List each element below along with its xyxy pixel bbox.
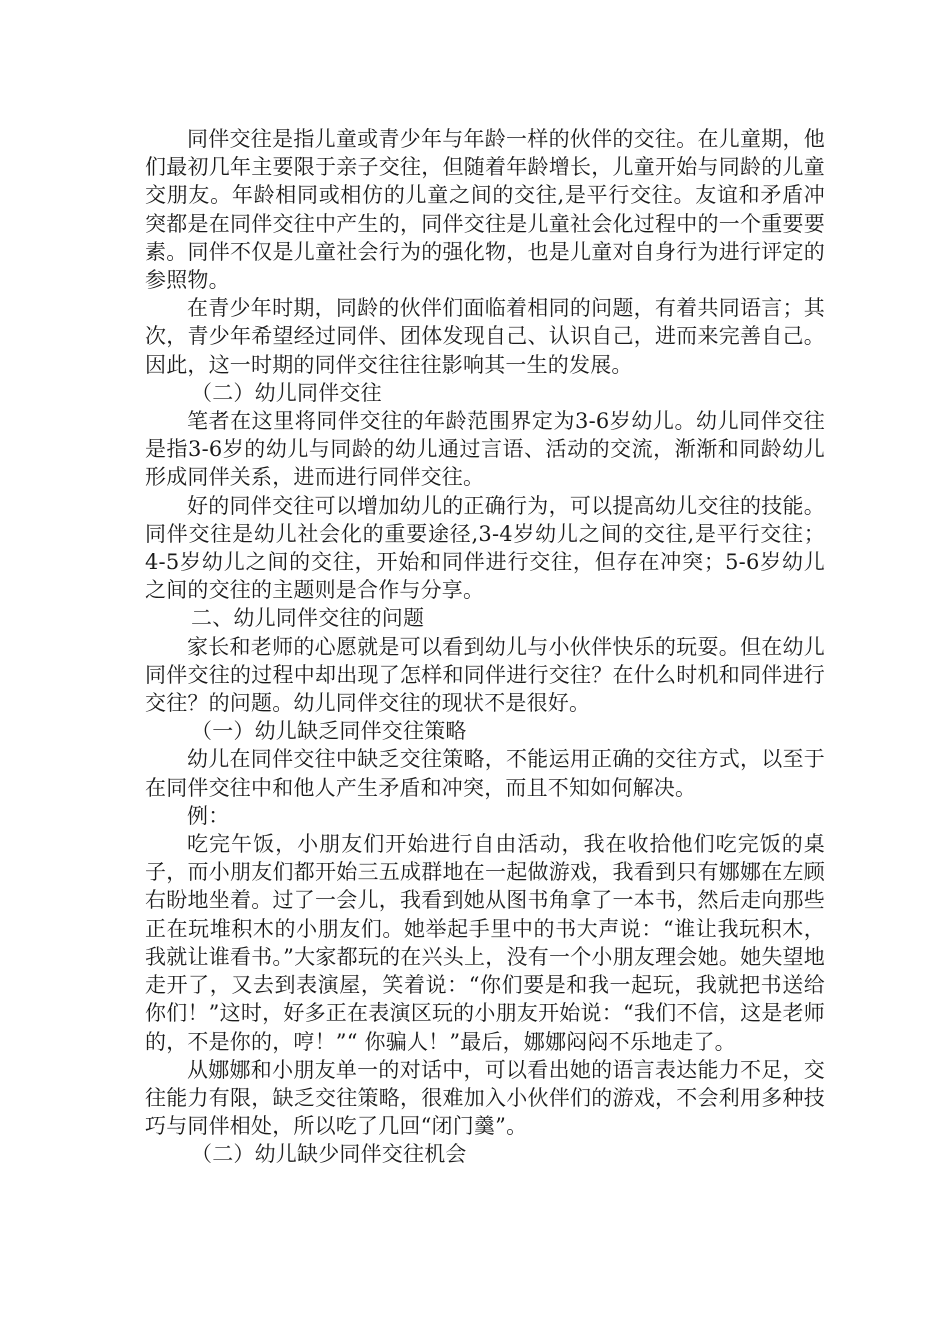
heading-lack-strategy: （一）幼儿缺乏同伴交往策略 (191, 719, 467, 744)
paragraph-example-label: 例： (187, 803, 230, 828)
paragraph-analysis: 从娜娜和小朋友单一的对话中，可以看出她的语言表达能力不足，交往能力有限，缺乏交往策略，很难加入小伙伴们的游戏，不会利用多种技巧与同伴相处，所以吃了几回“闭门羹”。 (145, 1057, 825, 1139)
paragraph-adolescence: 在青少年时期，同龄的伙伴们面临着相同的问题，有着共同语言；其次，青少年希望经过同伴、团体发现自己、认识自己，进而来完善自己。因此，这一时期的同伴交往往往影响其一生的发展。 (145, 296, 825, 377)
paragraph-parents-wish: 家长和老师的心愿就是可以看到幼儿与小伙伴快乐的玩耍。但在幼儿同伴交往的过程中却出现了怎样和同伴进行交往？在什么时机和同伴进行交往？的问题。幼儿同伴交往的现状不是很好。 (145, 634, 825, 716)
heading-lack-opportunity: （二）幼儿缺少同伴交往机会 (191, 1142, 467, 1167)
paragraph-age-range: 笔者在这里将同伴交往的年龄范围界定为3-6岁幼儿。幼儿同伴交往是指3-6岁的幼儿与同龄的幼儿通过言语、活动的交流，渐渐和同龄幼儿形成同伴关系，进而进行同伴交往。 (145, 409, 825, 490)
document-page (145, 125, 825, 1169)
paragraph-lack-strategy: 幼儿在同伴交往中缺乏交往策略，不能运用正确的交往方式，以至于在同伴交往中和他人产生矛盾和冲突，而且不知如何解决。 (145, 747, 825, 800)
paragraph-good-interaction: 好的同伴交往可以增加幼儿的正确行为，可以提高幼儿交往的技能。同伴交往是幼儿社会化的重要途径,3-4岁幼儿之间的交往,是平行交往；4-5岁幼儿之间的交往，开始和同伴进行交往，但存在冲突；5-6岁幼儿之间的交往的主题则是合作与分享。 (145, 493, 825, 603)
paragraph-example-story: 吃完午饭，小朋友们开始进行自由活动，我在收拾他们吃完饭的桌子，而小朋友们都开始三五成群地在一起做游戏，我看到只有娜娜在左顾右盼地坐着。过了一会儿，我看到她从图书角拿了一本书，然后走向那些正在玩堆积木的小朋友们。她举起手里中的书大声说：“谁让我玩积木，我就让谁看书。”大家都玩的在兴头上，没有一个小朋友理会她。她失望地走开了，又去到表演屋，笑着说：“你们要是和我一起玩，我就把书送给你们！”这时，好多正在表演区玩的小朋友开始说：“我们不信，这是老师的，不是你的，哼！”“ 你骗人！”最后，娜娜闷闷不乐地走了。 (145, 832, 825, 1054)
heading-section-two: 二、幼儿同伴交往的问题 (191, 606, 425, 631)
heading-child-peer-interaction: （二）幼儿同伴交往 (191, 380, 382, 405)
paragraph-peer-interaction-definition: 同伴交往是指儿童或青少年与年龄一样的伙伴的交往。在儿童期，他们最初几年主要限于亲子交往，但随着年龄增长，儿童开始与同龄的儿童交朋友。年龄相同或相仿的儿童之间的交往,是平行交往。友谊和矛盾冲突都是在同伴交往中产生的，同伴交往是儿童社会化过程中的一个重要要素。同伴不仅是儿童社会行为的强化物，也是儿童对自身行为进行评定的参照物。 (145, 127, 825, 293)
